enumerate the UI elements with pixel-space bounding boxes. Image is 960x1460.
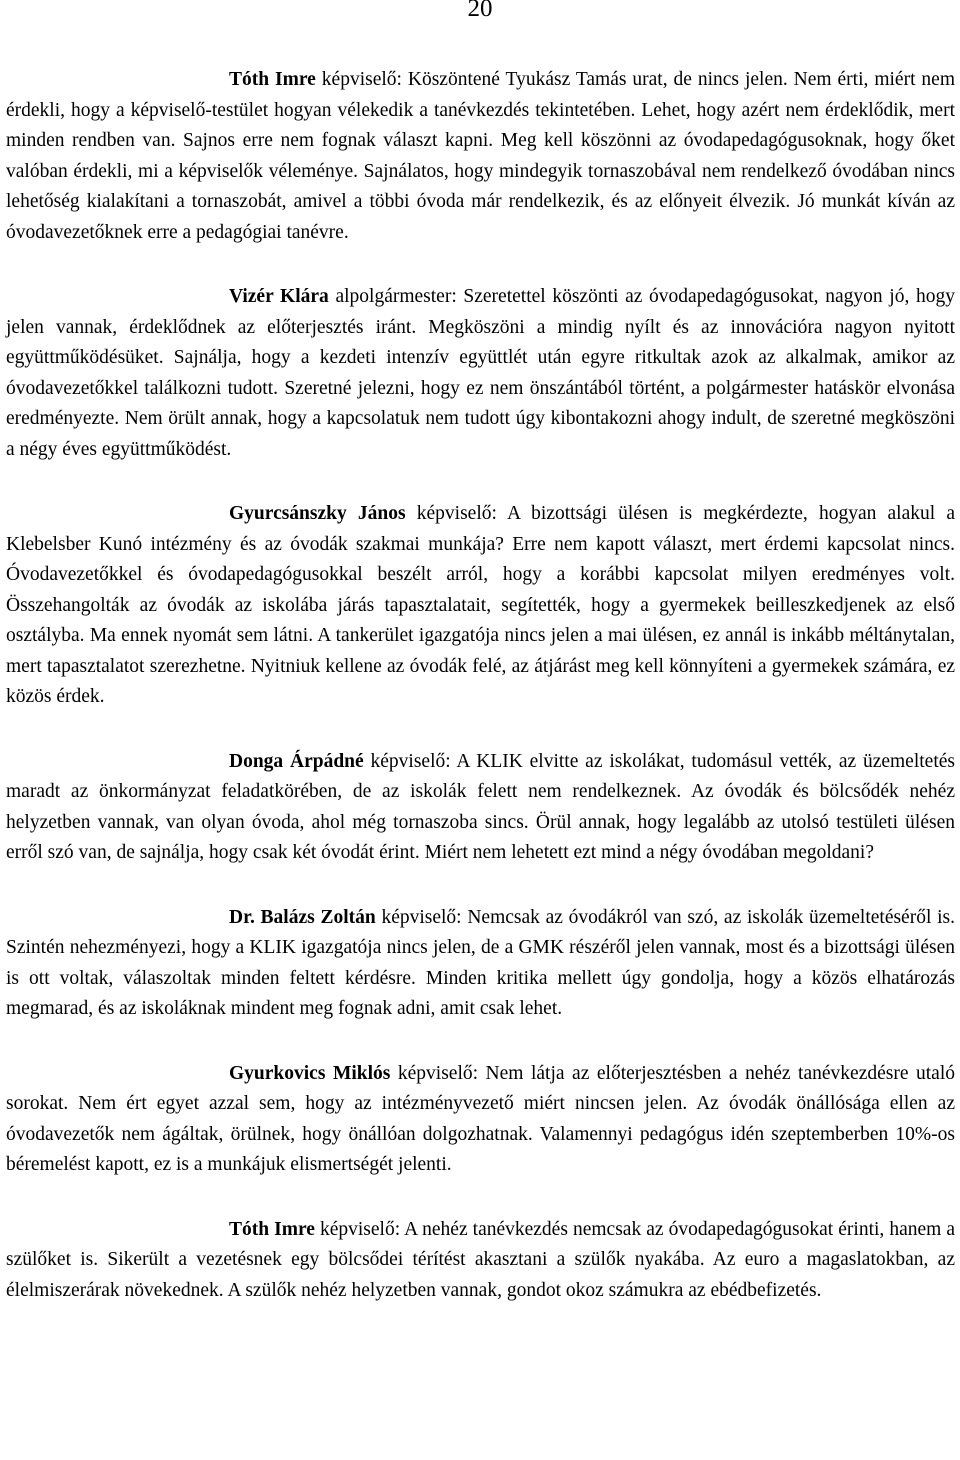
speaker-name: Gyurkovics Miklós <box>229 1062 391 1084</box>
page-number: 20 <box>467 0 493 22</box>
speech-text: képviselő: A bizottsági ülésen is megkérdezte, hogyan alakul a Klebelsber Kunó intézmény és az óvodák szakmai munkája? Erre nem kapott választ, mert érdemi kapcsolat nincs. Óvodavezetőkkel és óvodapedagógusokkal beszélt arról, hogy a korábbi kapcsolat milyen eredményes volt. Összehangolták az óvodák az iskolába járás tapasztalatait, segítették, hogy a gyermekek beilleszkedjenek az első osztályba. Ma ennek nyomát sem látni. A tankerület igazgatója nincs jelen a mai ülésen, ez annál is inkább méltánytalan, mert tapasztalatot szerezhetne. Nyitniuk kellene az óvodák felé, az átjárást meg kell könnyíteni a gyermekek számára, ez közös érdek. <box>6 503 955 707</box>
speech-text: képviselő: Nem látja az előterjesztésben a nehéz tanévkezdésre utaló sorokat. Nem ért egyet azzal sem, hogy az intézményvezető miért nincsen jelen. Az óvodák önállósága ellen az óvodavezetők nem ágáltak, örülnek, hogy önállóan dolgozhatnak. Valamennyi pedagógus idén szeptemberben 10%-os béremelést kapott, ez is a munkájuk elismertségét jelenti. <box>6 1062 955 1175</box>
document-body <box>6 65 955 1340</box>
paragraph-toth-imre-2 <box>6 1215 955 1307</box>
speaker-name: Dr. Balázs Zoltán <box>229 906 376 928</box>
speech-text: alpolgármester: Szeretettel köszönti az óvodapedagógusokat, nagyon jó, hogy jelen vannak, érdeklődnek az előterjesztés iránt. Megköszöni a mindig nyílt és az innovációra nagyon nyitott együttműködésüket. Sajnálja, hogy a kezdeti intenzív együttlét után egyre ritkultak azok az alkalmak, amikor az óvodavezetőkkel találkozni tudott. Szeretné jelezni, hogy ez nem önszántából történt, a polgármester hatáskör elvonása eredményezte. Nem örült annak, hogy a kapcsolatuk nem tudott úgy kibontakozni ahogy indult, de szeretné megköszöni a négy éves együttműködést. <box>6 286 955 460</box>
speech-text: képviselő: A nehéz tanévkezdés nemcsak az óvodapedagógusokat érinti, hanem a szülőket is. Sikerült a vezetésnek egy bölcsődei térítést akasztani a szülők nyakába. Az euro a magaslatokban, az élelmiszerárak növekednek. A szülők nehéz helyzetben vannak, gondot okoz számukra az ebédbefizetés. <box>6 1218 955 1301</box>
paragraph-vizer-klara <box>6 282 955 465</box>
speaker-name: Donga Árpádné <box>229 750 364 772</box>
speech-text: képviselő: A KLIK elvitte az iskolákat, tudomásul vették, az üzemeltetés maradt az önkormányzat feladatkörében, de az iskolák felett nem rendelkeznek. Az óvodák és bölcsődék nehéz helyzetben vannak, van olyan óvoda, ahol még tornaszoba sincs. Örül annak, hogy legalább az utolsó testületi ülésen erről szó van, de sajnálja, hogy csak két óvodát érint. Miért nem lehetett ezt mind a négy óvodában megoldani? <box>6 750 955 863</box>
speaker-name: Vizér Klára <box>229 286 329 307</box>
paragraph-gyurkovics-miklos <box>6 1059 955 1181</box>
paragraph-gyurcsanszky-janos <box>6 499 955 713</box>
paragraph-balazs-zoltan <box>6 903 955 1025</box>
speech-text: képviselő: Nemcsak az óvodákról van szó, az iskolák üzemeltetéséről is. Szintén nehezményezi, hogy a KLIK igazgatója nincs jelen, de a GMK részéről jelen vannak, most és a bizottsági ülésen is ott voltak, válaszoltak minden feltett kérdésre. Minden kritika mellett úgy gondolja, hogy a közös elhatározás megmarad, és az iskoláknak mindent meg fognak adni, amit csak lehet. <box>6 906 955 1019</box>
speaker-name: Gyurcsánszky János <box>229 503 406 524</box>
speech-text: képviselő: Köszöntené Tyukász Tamás urat, de nincs jelen. Nem érti, miért nem érdekli, hogy a képviselő-testület hogyan vélekedik a tanévkezdés tekintetében. Lehet, hogy azért nem érdeklődik, mert minden rendben van. Sajnos erre nem fognak választ kapni. Meg kell köszönni az óvodapedagógusoknak, hogy őket valóban érdekli, mi a képviselők véleménye. Sajnálatos, hogy mindegyik tornaszobával nem rendelkező óvodában nincs lehetőség kialakítani a tornaszobát, amivel a többi óvoda már rendelkezik, és az előnyeit élvezik. Jó munkát kíván az óvodavezetőknek erre a pedagógiai tanévre. <box>6 69 955 243</box>
speaker-name: Tóth Imre <box>229 69 316 90</box>
speaker-name: Tóth Imre <box>229 1218 315 1240</box>
paragraph-toth-imre-1 <box>6 65 955 248</box>
paragraph-donga-arpadne <box>6 747 955 869</box>
